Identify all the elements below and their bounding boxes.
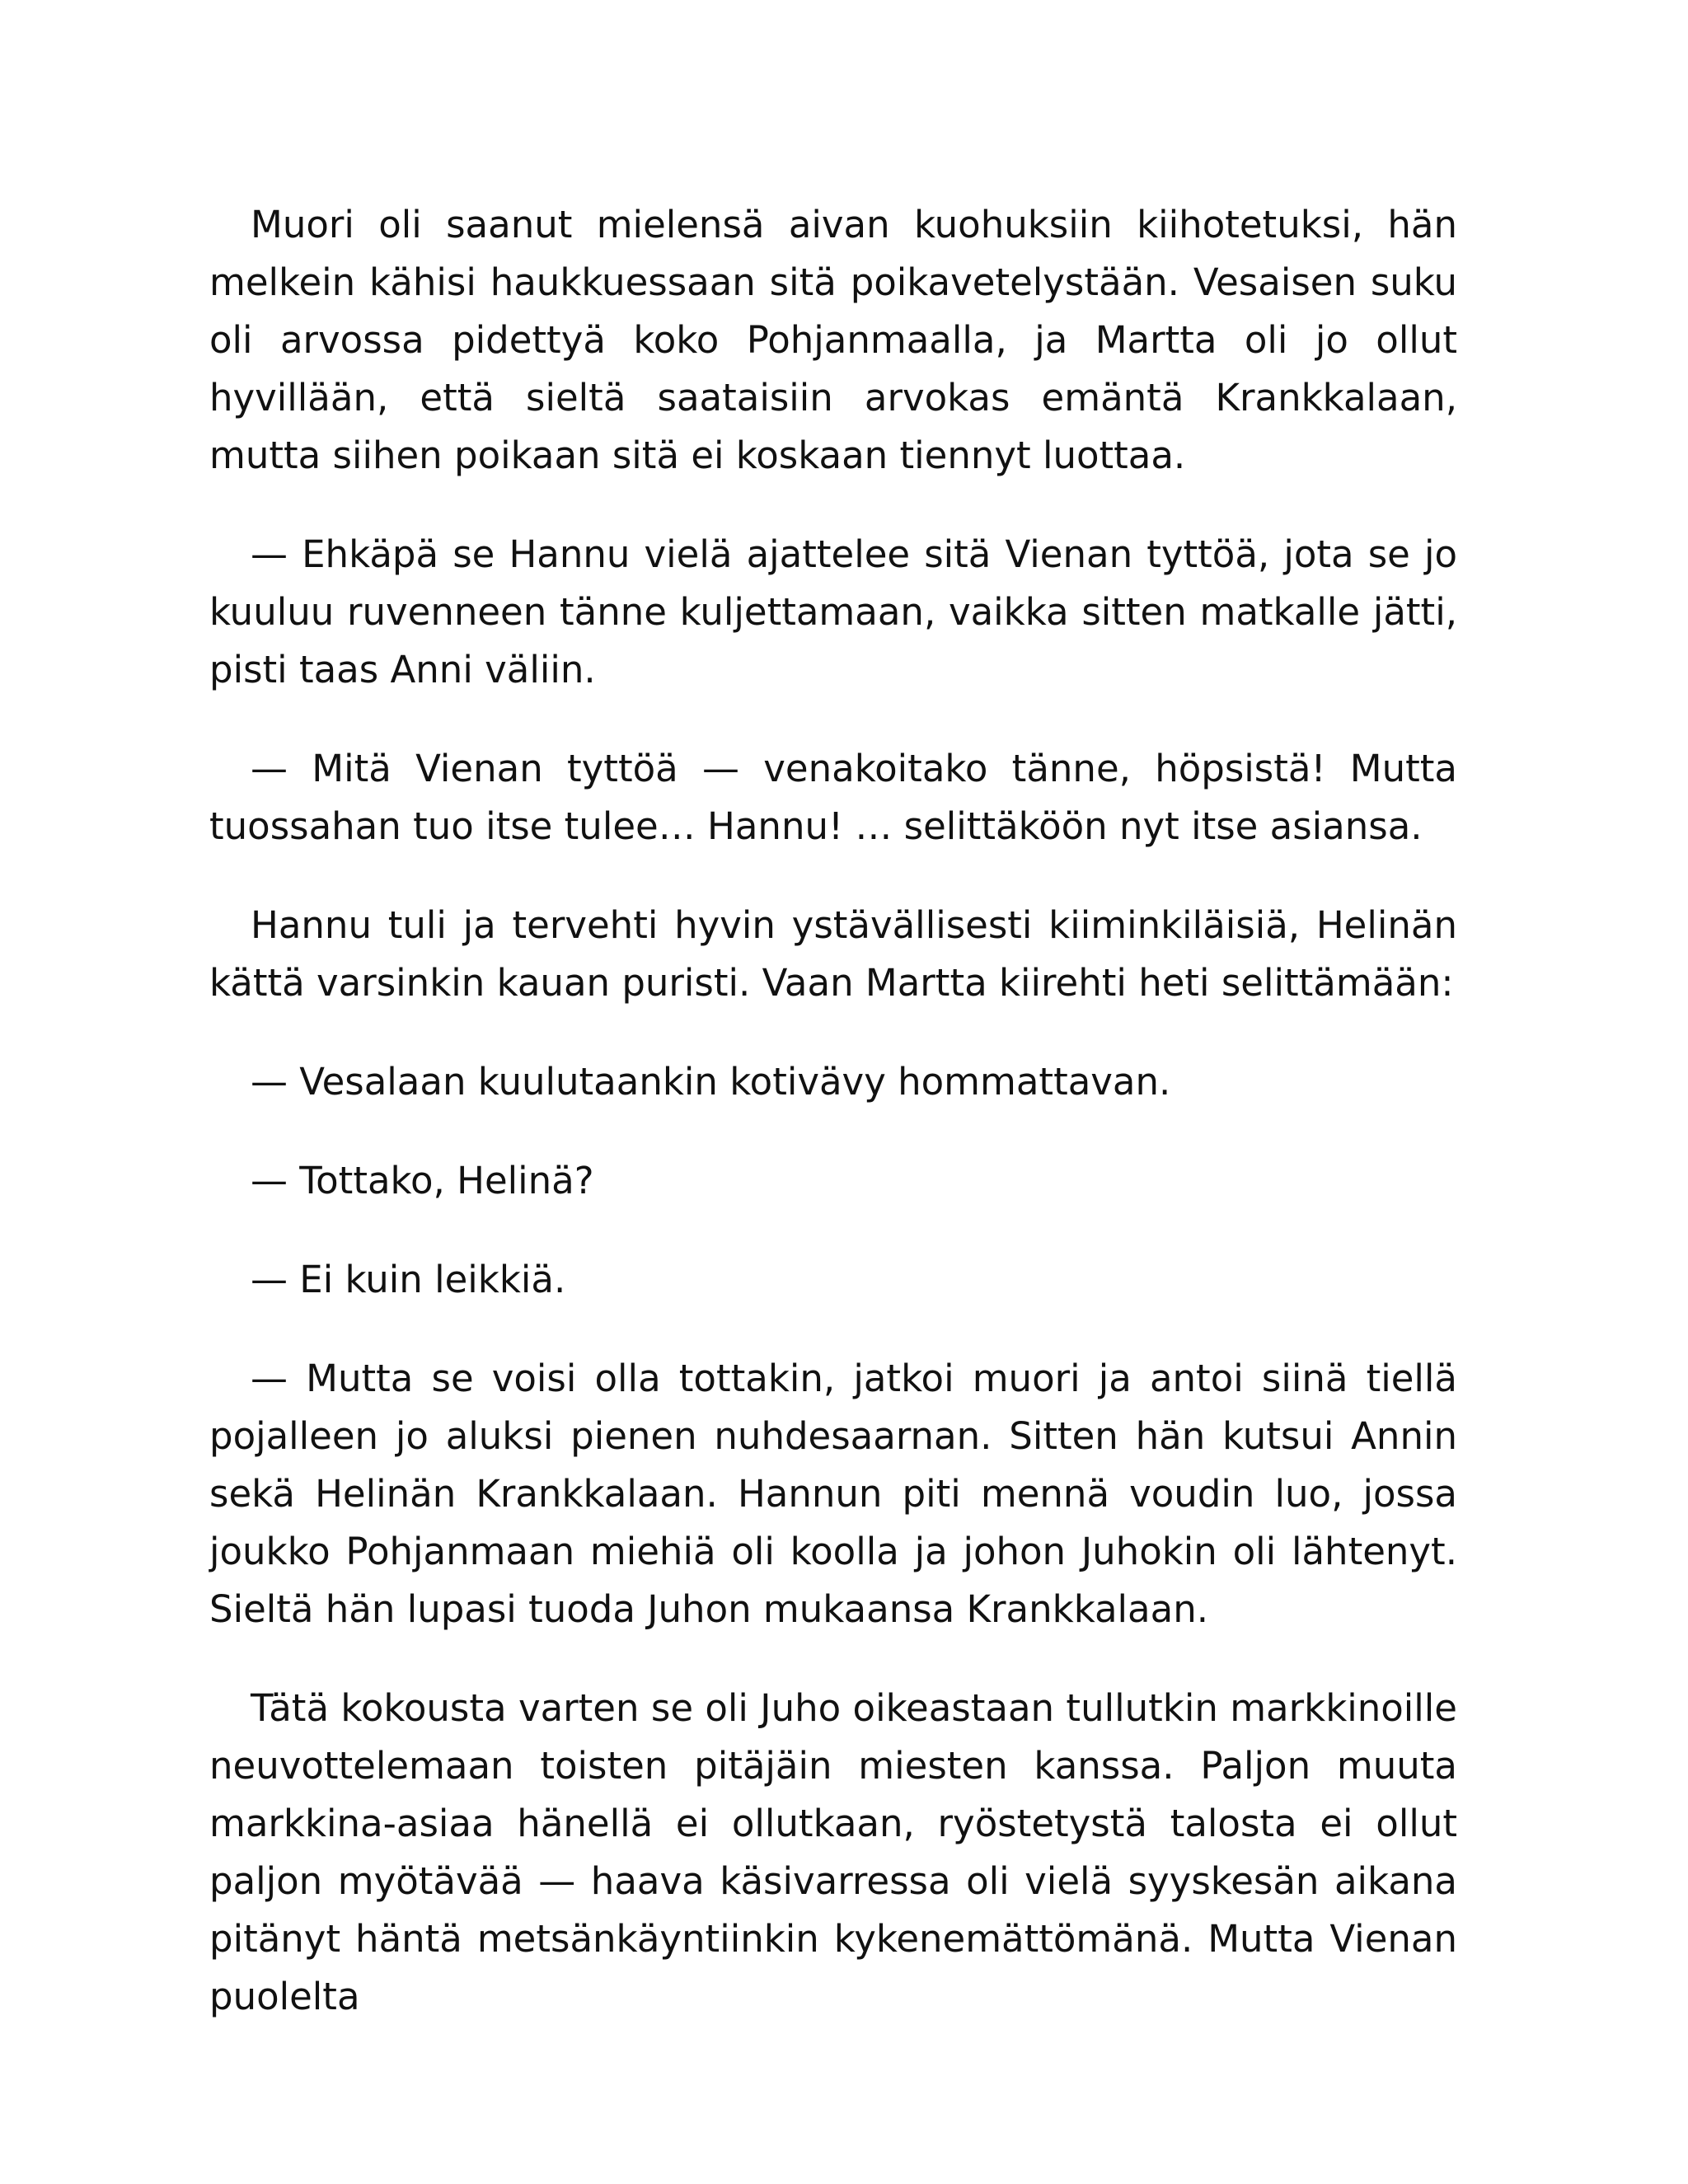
page-body xyxy=(209,196,1457,2067)
paragraph: Hannu tuli ja tervehti hyvin ystävällisesti kiiminkiläisiä, Helinän kättä varsinkin kauan puristi. Vaan Martta kiirehti heti selittämään: xyxy=(209,903,1457,1005)
paragraph: — Mitä Vienan tyttöä — venakoitako tänne, höpsistä! Mutta tuossahan tuo itse tulee… Hannu! … selittäköön nyt itse asiansa. xyxy=(209,747,1457,848)
paragraph: Muori oli saanut mielensä aivan kuohuksiin kiihotetuksi, hän melkein kähisi haukkuessaan sitä poikavetelystään. Vesaisen suku oli arvossa pidettyä koko Pohjanmaalla, ja Martta oli jo ollut hyvillään, että sieltä saataisiin arvokas emäntä Krankkalaan, mutta siihen poikaan sitä ei koskaan tiennyt luottaa. xyxy=(209,203,1457,477)
paragraph: — Mutta se voisi olla tottakin, jatkoi muori ja antoi siinä tiellä pojalleen jo aluksi pienen nuhdesaarnan. Sitten hän kutsui Annin sekä Helinän Krankkalaan. Hannun piti mennä voudin luo, jossa joukko Pohjanmaan miehiä oli koolla ja johon Juhokin oli lähtenyt. Sieltä hän lupasi tuoda Juhon mukaansa Krankkalaan. xyxy=(209,1357,1457,1631)
paragraph: — Ei kuin leikkiä. xyxy=(251,1258,566,1301)
paragraph: — Ehkäpä se Hannu vielä ajattelee sitä Vienan tyttöä, jota se jo kuuluu ruvenneen tänne kuljettamaan, vaikka sitten matkalle jätti, pisti taas Anni väliin. xyxy=(209,532,1457,691)
paragraph: Tätä kokousta varten se oli Juho oikeastaan tullutkin markkinoille neuvottelemaan toisten pitäjäin miesten kanssa. Paljon muuta markkina-asiaa hänellä ei ollutkaan, ryöstetystä talosta ei ollut paljon myötävää — haava käsivarressa oli vielä syyskesän aikana pitänyt häntä metsänkäyntiinkin kykenemättömänä. Mutta Vienan puolelta xyxy=(209,1686,1457,2018)
paragraph: — Tottako, Helinä? xyxy=(251,1159,594,1202)
paragraph: — Vesalaan kuulutaankin kotivävy hommattavan. xyxy=(251,1060,1171,1104)
